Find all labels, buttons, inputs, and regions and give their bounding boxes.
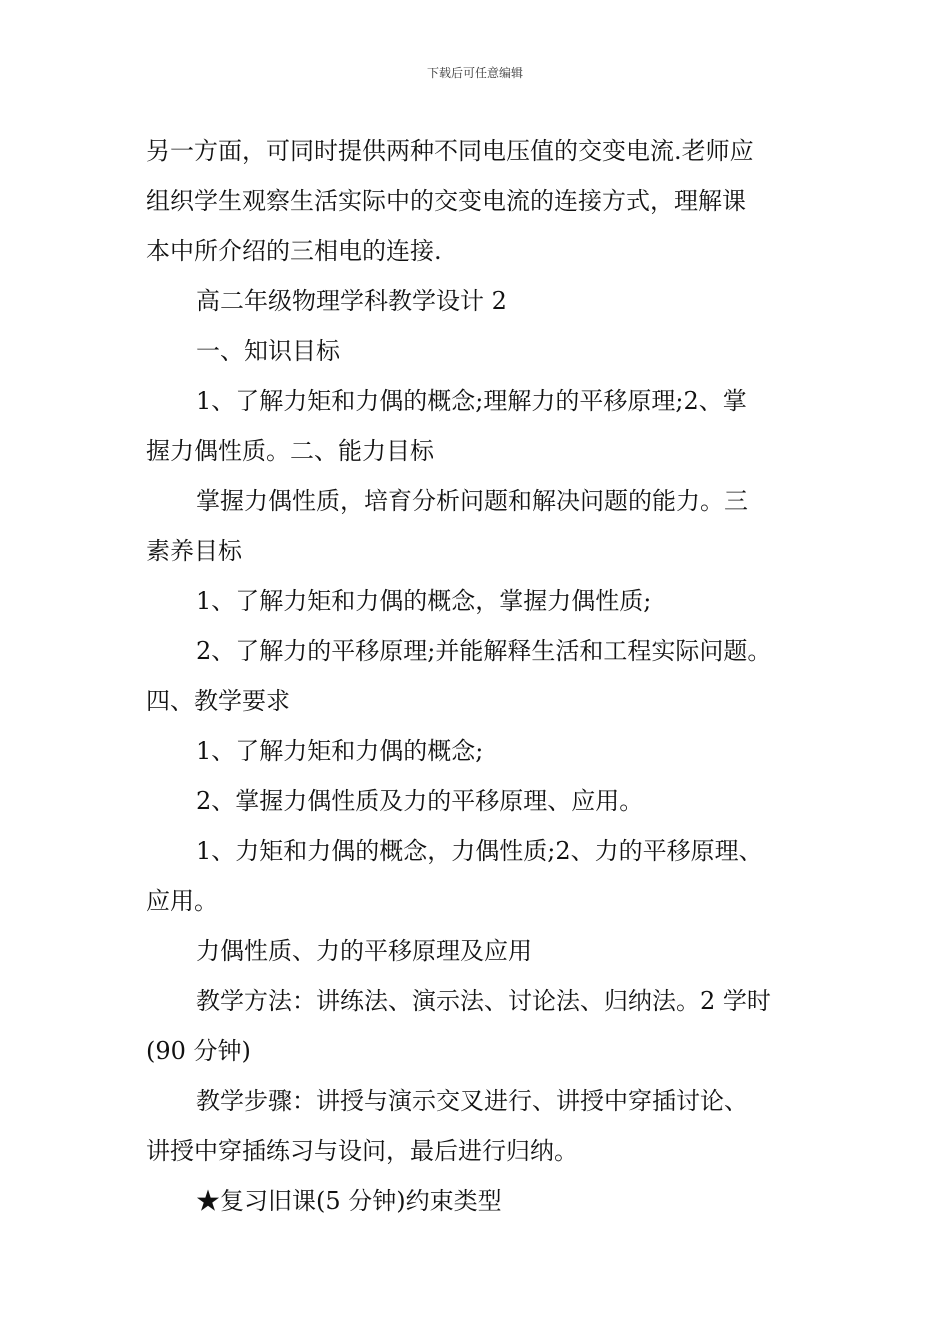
paragraph-line: 应用。: [146, 887, 218, 915]
paragraph-line: 教学方法：讲练法、演示法、讨论法、归纳法。2 学时: [196, 987, 771, 1015]
page-header: 下载后可任意编辑: [426, 66, 523, 80]
paragraph-line: (90 分钟): [146, 1037, 251, 1065]
paragraph-line: 握力偶性质。二、能力目标: [146, 437, 434, 465]
paragraph-line: 另一方面，可同时提供两种不同电压值的交变电流.老师应: [146, 137, 754, 165]
paragraph-line: 1、了解力矩和力偶的概念;: [196, 737, 484, 765]
section-heading: 高二年级物理学科教学设计 2: [196, 287, 507, 315]
document-body: [146, 126, 810, 1226]
paragraph-line: 讲授中穿插练习与设问，最后进行归纳。: [146, 1137, 578, 1165]
section-heading: 四、教学要求: [146, 687, 290, 715]
paragraph-line: 1、了解力矩和力偶的概念;理解力的平移原理;2、掌: [196, 387, 747, 415]
paragraph-line: 掌握力偶性质，培育分析问题和解决问题的能力。三: [196, 487, 748, 515]
paragraph-line: 力偶性质、力的平移原理及应用: [196, 937, 532, 965]
paragraph-line: 1、力矩和力偶的概念，力偶性质;2、力的平移原理、: [196, 837, 763, 865]
paragraph-line: 组织学生观察生活实际中的交变电流的连接方式，理解课: [146, 187, 746, 215]
paragraph-line: 1、了解力矩和力偶的概念，掌握力偶性质;: [196, 587, 652, 615]
paragraph-line: 本中所介绍的三相电的连接.: [146, 237, 442, 265]
paragraph-line: ★复习旧课(5 分钟)约束类型: [196, 1187, 502, 1215]
paragraph-line: 2、掌握力偶性质及力的平移原理、应用。: [196, 787, 644, 815]
paragraph-line: 2、了解力的平移原理;并能解释生活和工程实际问题。: [196, 637, 772, 665]
section-heading: 一、知识目标: [196, 337, 340, 365]
paragraph-line: 素养目标: [146, 537, 242, 565]
paragraph-line: 教学步骤：讲授与演示交叉进行、讲授中穿插讨论、: [196, 1087, 748, 1115]
